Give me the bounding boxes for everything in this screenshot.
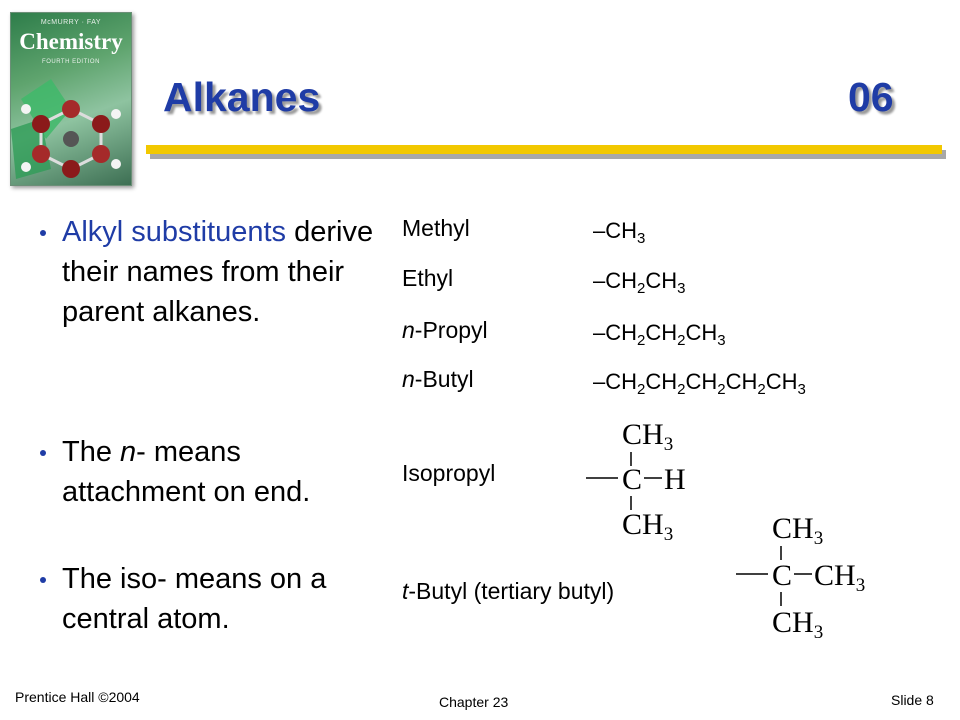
formula-subscript: 2 — [677, 332, 686, 349]
footer-slide-number: Slide 8 — [891, 692, 934, 708]
isopropyl-right-hydrogen: H — [664, 463, 686, 496]
formula-subscript: 3 — [637, 230, 646, 247]
title-rule — [146, 145, 942, 154]
formula-group: CH — [685, 320, 718, 345]
cover-title: Chemistry — [19, 29, 123, 54]
alkyl-name-isopropyl: Isopropyl — [402, 460, 496, 486]
bullet-icon — [40, 230, 46, 236]
isopropyl-center-carbon: C — [622, 463, 643, 496]
formula-group: CH — [765, 369, 798, 394]
formula-subscript: 3 — [797, 381, 806, 398]
formula-subscript: 3 — [677, 280, 686, 297]
slide-section-number: 06 — [848, 74, 894, 120]
t-butyl-top-group: $CH_3$ — [772, 512, 824, 549]
bullet-text: The n- means attachment on end. — [62, 436, 311, 508]
formula-ethyl — [593, 268, 686, 297]
cover-edition: FOURTH EDITION — [42, 59, 100, 65]
bullet-text — [62, 212, 392, 332]
formula-group: –CH — [593, 218, 638, 243]
molecule-illustration — [11, 69, 131, 185]
bullet-text-rest: derive their names from their parent alkanes. — [62, 216, 374, 328]
formula-group: CH — [645, 320, 678, 345]
formula-group: CH — [645, 369, 678, 394]
formula-group: –CH — [593, 369, 638, 394]
formula-subscript: 2 — [757, 381, 766, 398]
alkyl-name-t-butyl: t-Butyl (tertiary butyl) — [402, 578, 615, 604]
bullet-text: The iso- means on a central atom. — [62, 563, 327, 635]
alkyl-name-n-butyl: n-Butyl — [402, 366, 474, 392]
alkyl-name-ethyl: Ethyl — [402, 265, 454, 291]
formula-subscript: 2 — [717, 381, 726, 398]
isopropyl-bottom-group: $CH_3$ — [622, 508, 674, 545]
alkyl-name-n-propyl: n-Propyl — [402, 317, 488, 343]
highlight-term: Alkyl substituents — [62, 216, 287, 248]
cover-authors: McMURRY · FAY — [40, 19, 102, 26]
formula-subscript: 2 — [637, 381, 646, 398]
formula-group: CH — [685, 369, 718, 394]
t-butyl-center-carbon: C — [772, 559, 793, 592]
bullet-icon — [40, 450, 46, 456]
isopropyl-top-group: $CH_3$ — [622, 418, 674, 455]
formula-group: –CH — [593, 320, 638, 345]
formula-subscript: 2 — [677, 381, 686, 398]
t-butyl-structure — [732, 508, 902, 648]
italic-n: n — [120, 436, 137, 468]
formula-subscript: 2 — [637, 280, 646, 297]
slide-title: Alkanes — [163, 74, 321, 120]
formula-subscript: 3 — [717, 332, 726, 349]
footer-publisher: Prentice Hall ©2004 — [15, 689, 140, 705]
t-butyl-right-group: $CH_3$ — [814, 559, 866, 596]
book-cover-image — [10, 12, 132, 186]
footer-chapter: Chapter 23 — [439, 694, 509, 710]
t-butyl-bottom-group: $CH_3$ — [772, 606, 824, 643]
alkyl-name-methyl: Methyl — [402, 215, 470, 241]
formula-subscript: 2 — [637, 332, 646, 349]
formula-methyl — [593, 218, 646, 247]
formula-group: CH — [645, 268, 678, 293]
formula-n-butyl — [593, 369, 806, 398]
isopropyl-structure — [582, 414, 712, 554]
formula-n-propyl — [593, 320, 726, 349]
bullet-icon — [40, 577, 46, 583]
formula-group: CH — [725, 369, 758, 394]
formula-group: –CH — [593, 268, 638, 293]
